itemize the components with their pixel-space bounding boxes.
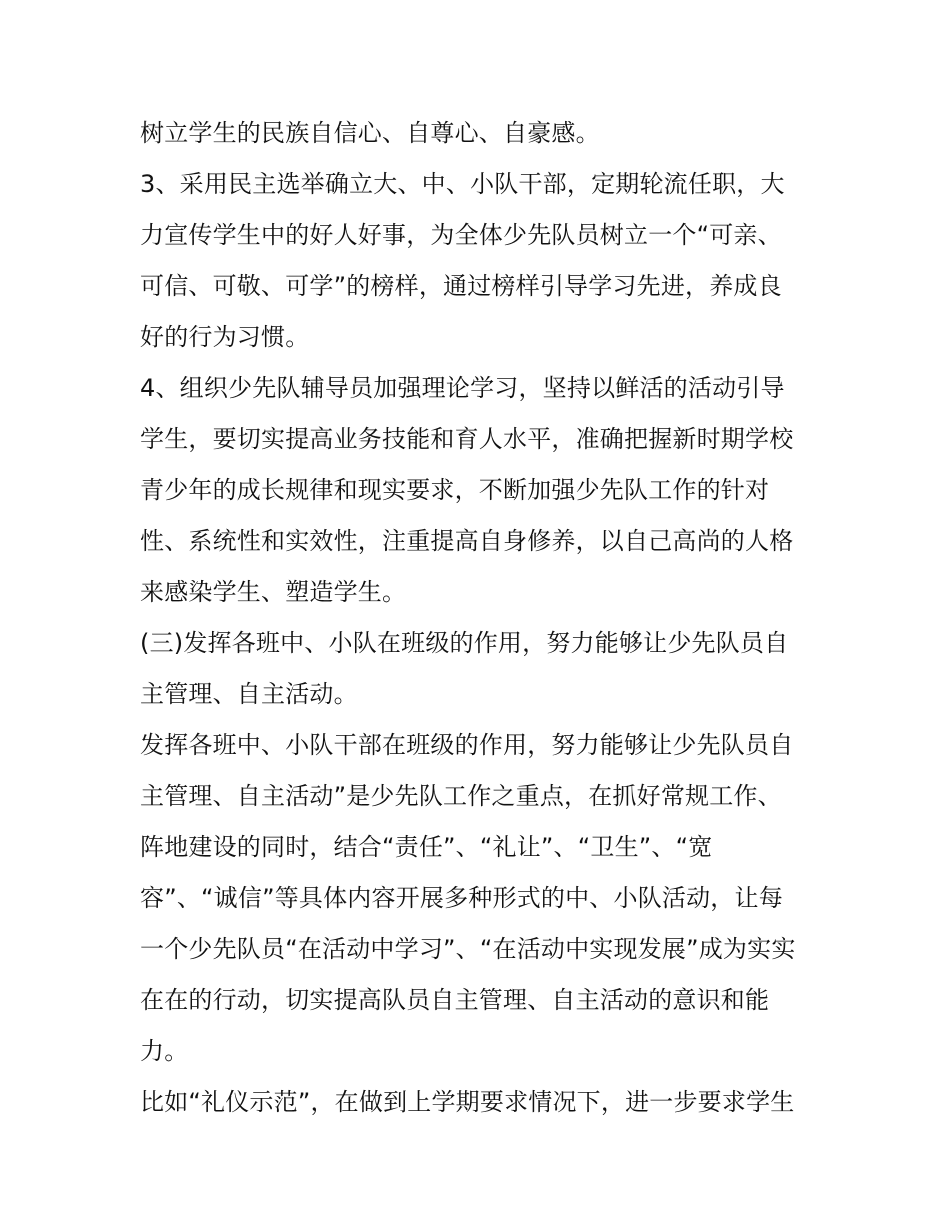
text-line: 学生，要切实提高业务技能和育人水平，准确把握新时期学校 [140, 425, 794, 453]
text-line: 力宣传学生中的好人好事，为全体少先队员树立一个“可亲、 [140, 221, 782, 249]
text-line: 来感染学生、塑造学生。 [140, 578, 407, 606]
text-line: 比如“礼仪示范”，在做到上学期要求情况下，进一步要求学生 [140, 1088, 795, 1116]
text-line: 力。 [140, 1037, 189, 1065]
text-line: 在在的行动，切实提高队员自主管理、自主活动的意识和能 [140, 986, 770, 1014]
text-line: 阵地建设的同时，结合“责任”、“礼让”、“卫生”、“宽 [140, 833, 713, 861]
document-body [140, 108, 820, 1128]
text-line: 可信、可敬、可学”的榜样，通过榜样引导学习先进，养成良 [140, 272, 782, 300]
text-line: 好的行为习惯。 [140, 323, 310, 351]
text-line: (三)发挥各班中、小队在班级的作用，努力能够让少先队员自 [140, 629, 789, 657]
text-line: 一个少先队员“在活动中学习”、“在活动中实现发展”成为实实 [140, 935, 796, 963]
text-line: 3、采用民主选举确立大、中、小队干部，定期轮流任职，大 [140, 170, 785, 198]
text-line: 4、组织少先队辅导员加强理论学习，坚持以鲜活的活动引导 [140, 374, 785, 402]
text-line: 青少年的成长规律和现实要求，不断加强少先队工作的针对 [140, 476, 770, 504]
text-line: 发挥各班中、小队干部在班级的作用，努力能够让少先队员自 [140, 731, 794, 759]
text-line: 性、系统性和实效性，注重提高自身修养，以自己高尚的人格 [140, 527, 794, 555]
text-line: 主管理、自主活动。 [140, 680, 358, 708]
text-line: 树立学生的民族自信心、自尊心、自豪感。 [140, 119, 600, 147]
text-line: 容”、“诚信”等具体内容开展多种形式的中、小队活动，让每 [140, 884, 783, 912]
text-line: 主管理、自主活动”是少先队工作之重点，在抓好常规工作、 [140, 782, 782, 810]
